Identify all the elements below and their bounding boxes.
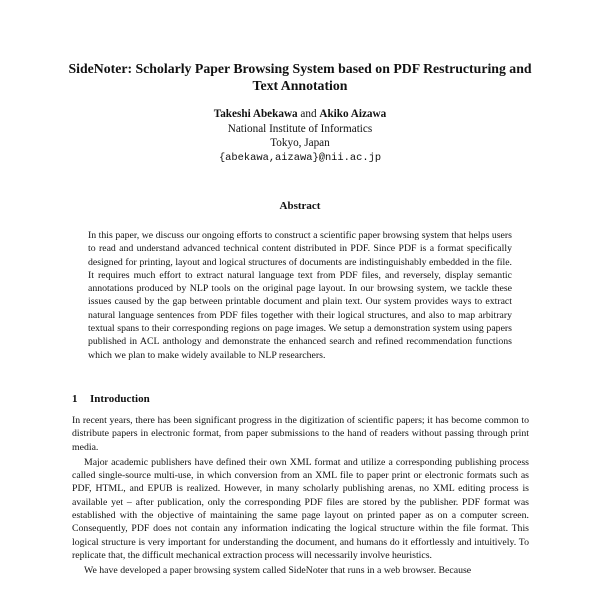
author-email: {abekawa,aizawa}@nii.ac.jp [218, 151, 382, 164]
abstract-text: In this paper, we discuss our ongoing efforts to construct a scientific paper browsing system that helps users to read and understand advanced technical content distributed in PDF. Since PDF is a format specifically designed for printing, layout and logical structures of documents are indistinguishably embedded in the file. It requires much effort to extract natural language text from PDF files, and reversely, display semantic annotations produced by NLP tools on the original page layout. In our browsing system, we tackle these issues caused by the gap between printable document and plain text. Our system provides ways to extract natural language sentences from PDF files together with their logical structures, and also to map arbitrary textual spans to their corresponding regions on page images. We setup a demonstration system using papers published in ACL anthology and demonstrate the enhanced search and refined recommendation functions which we plan to make widely available to NLP researchers. [88, 230, 512, 361]
paragraph: In recent years, there has been significant progress in the digitization of scientific papers; it has become common to distribute papers in electronic format, from paper submissions to the hand of readers without passing through print media. [72, 415, 529, 453]
affiliation: National Institute of Informatics [227, 122, 373, 135]
author-block [100, 107, 500, 165]
author-name: Takeshi Abekawa [213, 108, 298, 120]
section-title: Introduction [90, 393, 150, 405]
section-body [72, 414, 529, 580]
paragraph: We have developed a paper browsing system called SideNoter that runs in a web browser. Because [84, 565, 472, 577]
location: Tokyo, Japan [270, 137, 330, 149]
section-number: 1 [72, 393, 78, 405]
author-conjunction: and [300, 108, 317, 120]
author-line [100, 107, 500, 122]
section-heading [72, 393, 150, 405]
author-name: Akiko Aizawa [319, 108, 387, 120]
abstract-heading: Abstract [279, 200, 321, 212]
paper-title: SideNoter: Scholarly Paper Browsing System based on PDF Restructuring and Text Annotation [68, 61, 532, 93]
paragraph: Major academic publishers have defined their own XML format and utilize a corresponding publishing process called single-source multi-use, in which conversion from an XML file to paper print or electronic formats such as PDF, HTML, and EPUB is realized. However, in many scholarly publishing arenas, no XML editing process is available yet – after publication, only the corresponding PDF files are stored by the publisher. PDF format was established with the objective of maintaining the same page layout on printed paper as on a computer screen. Consequently, PDF does not contain any information indicating the logical structure within the file format. This logical structure is very important for understanding the document, and humans do it effortlessly and intuitively. To replicate that, the difficult mechanical extraction process will necessarily involve heuristics. [72, 456, 529, 561]
